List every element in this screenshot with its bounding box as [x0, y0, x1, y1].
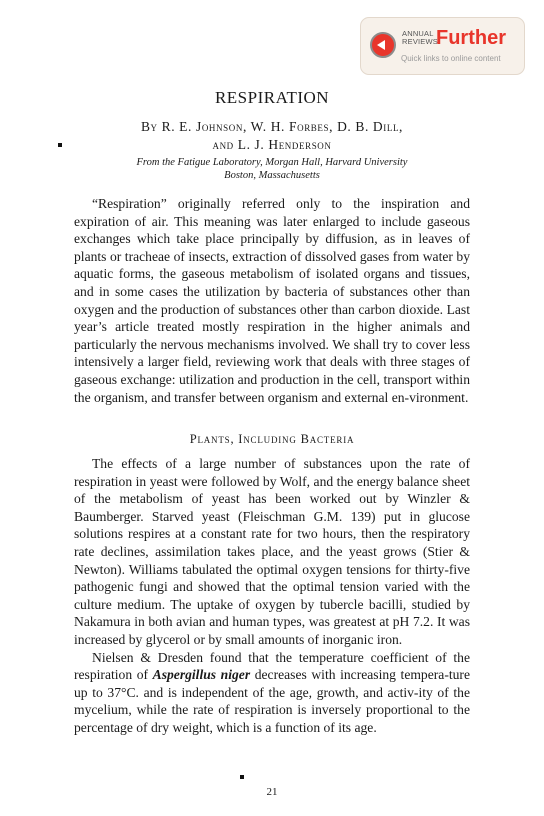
- badge-further-label: Further: [436, 27, 506, 49]
- authors-line-2: and L. J. Henderson: [212, 137, 332, 152]
- paragraph-3-part-1: Nielsen & Dresden found that the temperature coefficient of the respiration of: [74, 649, 470, 683]
- affiliation-line-2: Boston, Massachusetts: [224, 170, 320, 181]
- authors-line-1: By R. E. Johnson, W. H. Forbes, D. B. Dill,: [140, 119, 404, 134]
- paragraph-3-part-2: decreases with increasing tempera-ture up to 37°C. and is independent of the age, growth, and activ-ity of the mycelium, while the rate of respiration is inversely proportional to the percentage of dry weight, which is a function of its age.: [74, 667, 470, 735]
- page-number: 21: [266, 786, 278, 798]
- intro-paragraph: [74, 195, 470, 406]
- further-links-badge[interactable]: [360, 17, 525, 75]
- scan-mark: [240, 775, 244, 779]
- affiliation-line-1: From the Fatigue Laboratory, Morgan Hall, Harvard University: [136, 157, 408, 168]
- paragraph-1: “Respiration” originally referred only to the inspiration and expiration of air. This meaning was later enlarged to include gaseous exchanges which take place principally by diffusion, as in leaves of plants or tracheae of insects, extraction of dissolved gases from water by aquatic forms, the gaseous metabolism of isolated organs and tissues, and in some cases the utilization by bacteria of substances other than oxygen and the production of substances other than carbon dioxide. Last year’s article treated mostly respiration in the higher animals and particularly the nervous mechanisms involved. We shall try to cover less intensively a larger field, reviewing work that deals with three stages of gaseous exchange: utilization and production in the cell, transport within the organism, and transfer between organism and external en-vironment.: [74, 196, 470, 405]
- badge-annual-label: ANNUAL: [402, 29, 434, 38]
- badge-reviews-label: REVIEWS: [402, 37, 438, 46]
- back-arrow-icon: [370, 32, 396, 58]
- section-heading: Plants, Including Bacteria: [189, 432, 355, 446]
- plants-section-body: [74, 455, 470, 737]
- article-title: RESPIRATION: [214, 88, 330, 107]
- paragraph-2: The effects of a large number of substances upon the rate of respiration in yeast were followed by Wolf, and the energy balance sheet of the metabolism of yeast has been worked out by Winzler & Baumberger. Starved yeast (Fleischman G.M. 139) put in glucose solutions respires at a constant rate for two hours, then the respiratory rate declines, assimilation takes place, and the yeast grows (Stier & Newton). Williams tabulated the optimal oxygen tensions for thirty-five pathogenic fungi and showed that the optimal tension varied with the culture medium. The uptake of oxygen by tubercle bacilli, studied by Nakamura in both avian and human types, was greatest at pH 7.2. It was increased by glycerol or by small amounts of inorganic iron.: [74, 456, 470, 647]
- paragraph-3: [74, 649, 470, 737]
- species-name: Aspergillus niger: [152, 667, 251, 683]
- badge-subtitle: Quick links to online content: [401, 54, 501, 63]
